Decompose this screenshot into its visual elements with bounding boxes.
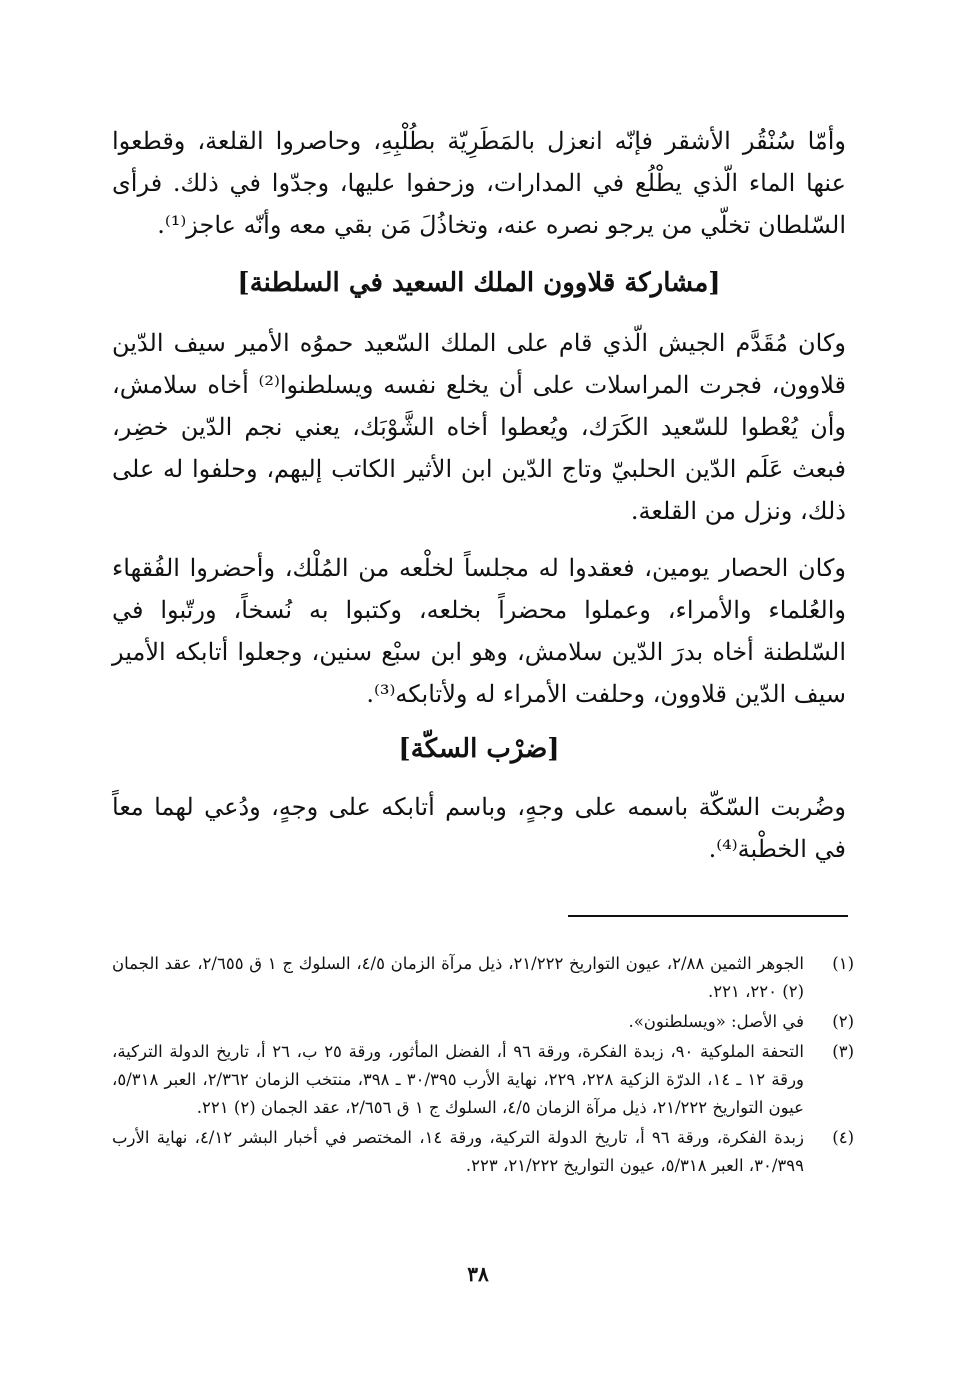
footnote-1 [112, 950, 854, 1006]
footnote-number: (٢) [832, 1012, 854, 1031]
footnote-text: زبدة الفكرة، ورقة ٩٦ أ، تاريخ الدولة التركية، ورقة ١٤، المختصر في أخبار البشر ٤/١٢، نهاية الأرب ٣٠/٣٩٩، العبر ٥/٣١٨، عيون التواريخ ٢١/٢٢٢، ٢٢٣. [112, 1128, 804, 1175]
body-paragraph-1: وأمّا سُنْقُر الأشقر فإنّه انعزل بالمَطَرِيّة بطُلْبِهِ، وحاصروا القلعة، وقطعوا عنها الماء الّذي يطْلُع في المدارات، وزحفوا عليها، وجدّوا في ذلك. فرأى السّلطان تخلّي من يرجو نصره عنه، وتخاذُلَ مَن بقي معه وأنّه عاجز⁽¹⁾. [112, 127, 846, 239]
body-paragraph-3: وكان الحصار يومين، فعقدوا له مجلساً لخلْعه من المُلْك، وأحضروا الفُقهاء والعُلماء والأمراء، وعملوا محضراً بخلعه، وكتبوا به نُسخاً، ورتّبوا في السّلطنة أخاه بدرَ الدّين سلامش، وهو ابن سبْع سنين، وجعلوا أتابكه الأمير سيف الدّين قلاوون، وحلفت الأمراء له ولأتابكه⁽³⁾. [112, 554, 846, 708]
footnotes-section [112, 950, 854, 1182]
footnote-separator [568, 915, 848, 917]
footnote-number: (١) [832, 954, 854, 973]
footnote-number: (٤) [832, 1128, 854, 1147]
footnote-4 [112, 1124, 854, 1180]
footnote-text: في الأصل: «ويسلطنون». [628, 1012, 804, 1031]
footnote-text: التحفة الملوكية ٩٠، زبدة الفكرة، ورقة ٩٦ أ، الفضل المأثور، ورقة ٢٥ ب، ٢٦ أ، تاريخ الدولة التركية، ورقة ١٢ ـ ١٤، الدرّة الزكية ٢٢٨، ٢٢٩، نهاية الأرب ٣٠/٣٩٥ ـ ٣٩٨، منتخب الزمان ٢/٣٦٢، العبر ٥/٣١٨، عيون التواريخ ٢١/٢٢٢، ذيل مرآة الزمان ٤/٥، السلوك ج ١ ق ٢/٦٥٦، عقد الجمان (٢) ٢٢١. [112, 1042, 805, 1117]
section-heading-1: [مشاركة قلاوون الملك السعيد في السلطنة] [237, 268, 721, 298]
footnote-3 [112, 1038, 854, 1122]
page-number: ٣٨ [467, 1262, 489, 1286]
body-paragraph-4: وضُربت السّكّة باسمه على وجهٍ، وباسم أتابكه على وجهٍ، ودُعي لهما معاً في الخطْبة⁽⁴⁾. [112, 793, 846, 863]
footnote-number: (٣) [832, 1042, 854, 1061]
footnote-2 [112, 1008, 854, 1036]
footnote-text: الجوهر الثمين ٢/٨٨، عيون التواريخ ٢١/٢٢٢، ذيل مرآة الزمان ٤/٥، السلوك ج ١ ق ٢/٦٥٥، عقد الجمان (٢) ٢٢٠، ٢٢١. [112, 954, 804, 1001]
section-heading-2: [ضرْب السكّة] [398, 734, 560, 764]
body-paragraph-2: وكان مُقَدَّم الجيش الّذي قام على الملك السّعيد حموُه الأمير سيف الدّين قلاوون، فجرت المراسلات على أن يخلع نفسه ويسلطنوا⁽²⁾ أخاه سلامش، وأن يُعْطوا للسّعيد الكَرَك، ويُعطوا أخاه الشَّوْبَك، يعني نجم الدّين خضِر، فبعث عَلَم الدّين الحلبيّ وتاج الدّين ابن الأثير الكاتب إليهم، وحلفوا له على ذلك، ونزل من القلعة. [112, 329, 847, 525]
